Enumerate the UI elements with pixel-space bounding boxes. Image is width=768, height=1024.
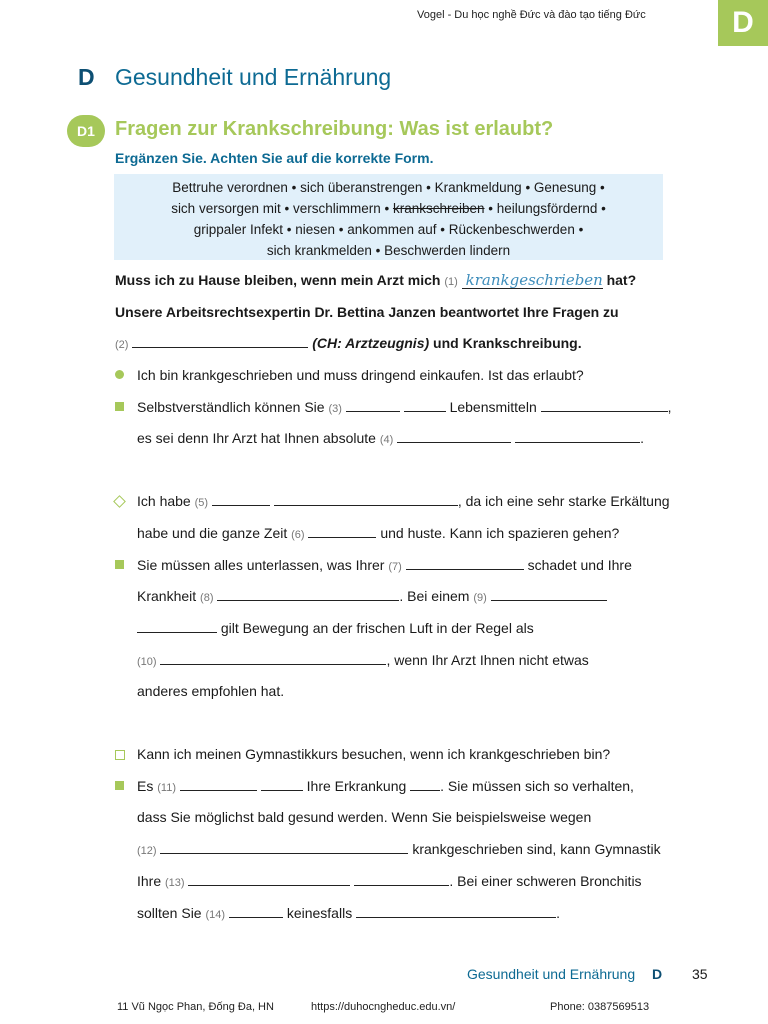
subtitle-line-2: [115, 333, 582, 353]
footer-url[interactable]: https://duhocngheduc.edu.vn/: [311, 1001, 456, 1013]
gap-number: (10): [137, 656, 157, 668]
gap-number: (12): [137, 845, 157, 857]
gap-8[interactable]: [217, 586, 399, 601]
word-box-text: • heilungsfördernd •: [488, 201, 606, 216]
text: . Bei einem: [399, 588, 470, 604]
text: Selbstverständlich können Sie: [137, 399, 325, 415]
bullet-square-icon: [115, 560, 124, 569]
gap-number: (9): [473, 592, 487, 604]
text: ,: [667, 399, 672, 415]
section-title: Gesundheit und Ernährung: [115, 64, 392, 90]
text: sollten Sie: [137, 905, 202, 921]
subtitle-line: Unsere Arbeitsrechtsexpertin Dr. Bettina Janzen beantwortet Ihre Fragen zu: [115, 304, 619, 320]
text: Muss ich zu Hause bleiben, wenn mein Arzt mich: [115, 272, 441, 288]
footer-address: 11 Vũ Ngọc Phan, Đống Đa, HN: [117, 1001, 274, 1013]
gap-number: (1): [444, 276, 458, 288]
gap-14b[interactable]: [356, 903, 556, 918]
gap-number: (8): [200, 592, 214, 604]
text: habe und die ganze Zeit: [137, 525, 288, 541]
answer-2-line-5: anderes empfohlen hat.: [137, 683, 285, 699]
text: es sei denn Ihr Arzt hat Ihnen absolute: [137, 430, 376, 446]
word-box: [114, 174, 663, 260]
gap-number: (7): [388, 561, 402, 573]
gap-9b[interactable]: [137, 618, 217, 633]
text: Ihre Erkrankung: [306, 778, 407, 794]
footer-title: Gesundheit und Ernährung: [467, 966, 636, 982]
text: Sie müssen alles unterlassen, was Ihrer: [137, 557, 385, 573]
text: keinesfalls: [286, 905, 353, 921]
bullet-square-icon: [115, 781, 124, 790]
word-box-row: [114, 198, 663, 219]
answer-3-line-3: [137, 839, 661, 859]
text: gilt Bewegung an der frischen Luft in der Regel als: [220, 620, 534, 636]
word-box-row: Bettruhe verordnen • sich überanstrengen • Krankmeldung • Genesung •: [172, 180, 605, 195]
text: hat?: [606, 272, 637, 288]
word-box-text: sich versorgen mit • verschlimmern •: [171, 201, 390, 216]
gap-number: (5): [194, 497, 209, 509]
gap-2[interactable]: [132, 333, 308, 348]
gap-number: (11): [157, 782, 176, 794]
answer-1-line-1: [137, 397, 672, 417]
answer-2-line-1: [137, 555, 632, 575]
question-2-line-1: [137, 491, 670, 511]
answer-2-line-3: [137, 618, 534, 638]
answer-3-line-5: [137, 903, 560, 923]
word-box-row: sich krankmelden • Beschwerden lindern: [266, 243, 511, 258]
text: .: [640, 430, 644, 446]
question-3: Kann ich meinen Gymnastikkurs besuchen, wenn ich krankgeschrieben bin?: [137, 746, 611, 762]
text: .: [556, 905, 560, 921]
text: krankgeschrieben sind, kann Gymnastik: [412, 841, 661, 857]
gap-number: (6): [291, 529, 305, 541]
answer-gap-1[interactable]: krankgeschrieben: [462, 272, 603, 289]
text: , wenn Ihr Arzt Ihnen nicht etwas: [386, 652, 589, 668]
ch-note: (CH: Arztzeugnis): [312, 335, 430, 351]
gap-3a[interactable]: [346, 397, 400, 412]
chapter-tab: D: [718, 0, 768, 46]
text: , da ich eine sehr starke Erkältung: [457, 493, 670, 509]
answer-3-line-2: dass Sie möglichst bald gesund werden. Wenn Sie beispielsweise wegen: [137, 809, 592, 825]
text: Es: [137, 778, 154, 794]
text: und Krankschreibung.: [433, 335, 582, 351]
gap-number: (13): [165, 877, 185, 889]
gap-11c[interactable]: [410, 776, 440, 791]
gap-3c[interactable]: [541, 397, 668, 412]
gap-12[interactable]: [160, 839, 408, 854]
text: Lebensmitteln: [449, 399, 537, 415]
exercise-badge: D1: [67, 115, 105, 147]
gap-10[interactable]: [160, 650, 386, 665]
gap-14a[interactable]: [229, 903, 283, 918]
question-1: Ich bin krankgeschrieben und muss dringend einkaufen. Ist das erlaubt?: [137, 367, 584, 383]
answer-3-line-1: [137, 776, 634, 796]
answer-2-line-4: [137, 650, 589, 670]
bullet-diamond-icon: [113, 495, 126, 508]
gap-number: (3): [328, 403, 342, 415]
text: Krankheit: [137, 588, 197, 604]
exercise-title: Fragen zur Krankschreibung: Was ist erlaubt?: [115, 118, 554, 140]
gap-11b[interactable]: [261, 776, 303, 791]
gap-4a[interactable]: [397, 428, 511, 443]
struck-word: krankschreiben: [392, 201, 485, 216]
gap-3b[interactable]: [404, 397, 446, 412]
text: Ich habe: [137, 493, 191, 509]
gap-4b[interactable]: [515, 428, 640, 443]
section-letter: D: [78, 64, 95, 90]
bullet-circle-icon: [115, 370, 124, 379]
bullet-square-outline-icon: [115, 750, 125, 760]
text: schadet und Ihre: [527, 557, 632, 573]
text: . Bei einer schweren Bronchitis: [449, 873, 642, 889]
gap-5b[interactable]: [274, 491, 458, 506]
gap-13b[interactable]: [354, 871, 449, 886]
gap-13a[interactable]: [188, 871, 350, 886]
site-header: Vogel - Du học nghề Đức và đào tạo tiếng Đức: [417, 9, 646, 21]
word-box-row: grippaler Infekt • niesen • ankommen auf • Rückenbeschwerden •: [193, 222, 584, 237]
page-number: 35: [692, 966, 708, 982]
gap-7[interactable]: [406, 555, 524, 570]
gap-9a[interactable]: [491, 586, 607, 601]
article-title-line: [115, 270, 636, 290]
bullet-square-icon: [115, 402, 124, 411]
answer-2-line-2: [137, 586, 607, 606]
gap-number: (14): [205, 909, 226, 921]
text: und huste. Kann ich spazieren gehen?: [380, 525, 620, 541]
answer-3-line-4: [137, 871, 642, 891]
footer-phone: Phone: 0387569513: [550, 1001, 650, 1013]
gap-number: (4): [379, 434, 394, 446]
exercise-instruction: Ergänzen Sie. Achten Sie auf die korrekte Form.: [115, 150, 434, 166]
answer-1-line-2: [137, 428, 644, 448]
gap-5a[interactable]: [212, 491, 270, 506]
text: Ihre: [137, 873, 162, 889]
gap-11a[interactable]: [180, 776, 257, 791]
footer-letter: D: [652, 966, 663, 982]
question-2-line-2: [137, 523, 619, 543]
gap-number: (2): [115, 339, 129, 351]
gap-6[interactable]: [308, 523, 376, 538]
text: . Sie müssen sich so verhalten,: [440, 778, 634, 794]
